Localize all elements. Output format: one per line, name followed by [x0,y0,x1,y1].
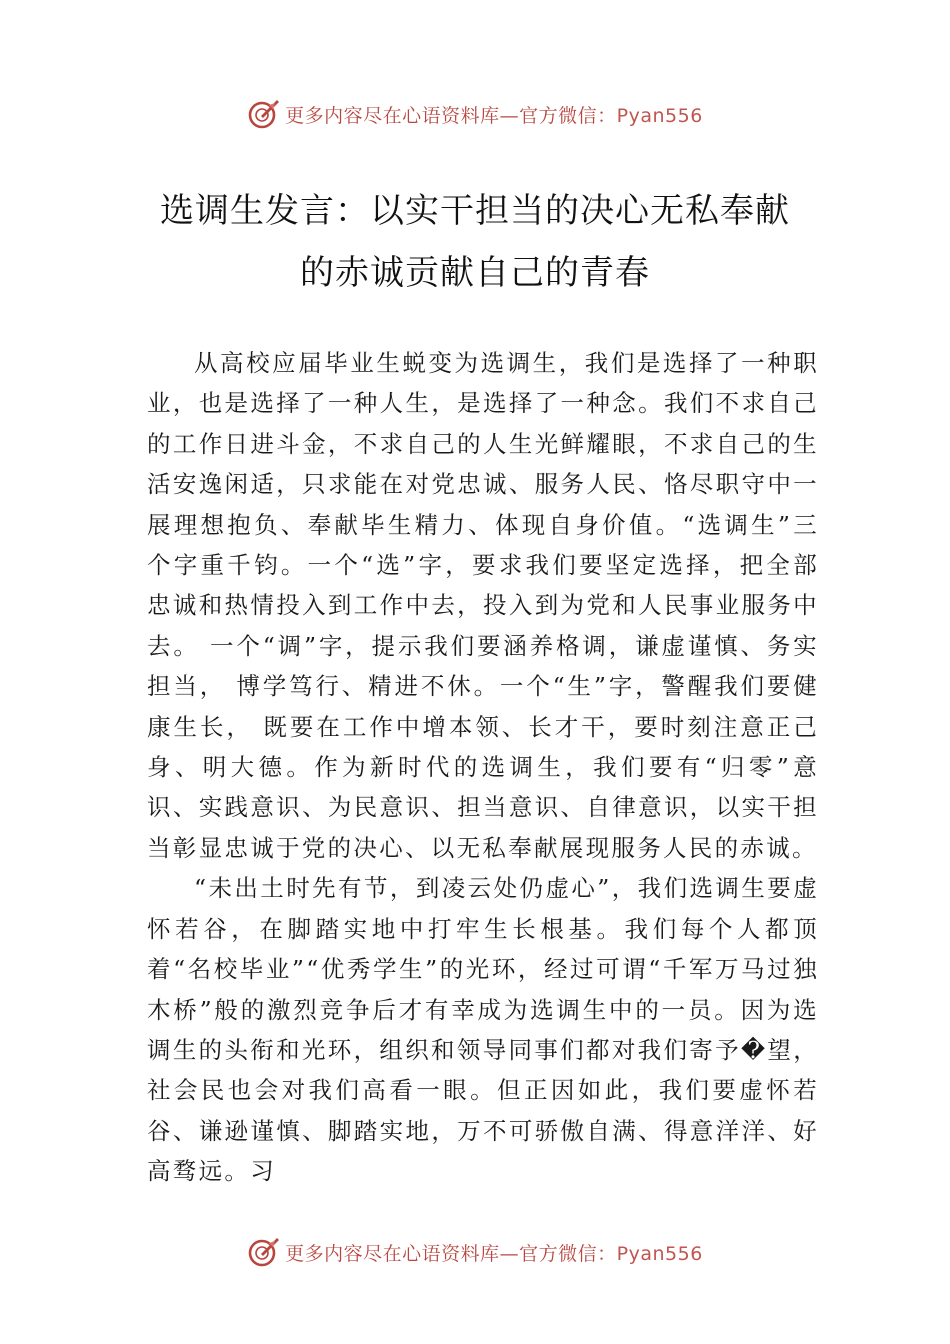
footer-banner-text [285,1239,703,1266]
document-body [147,343,819,1192]
footer-banner [0,1232,950,1272]
paragraph: 从高校应届毕业生蜕变为选调生，我们是选择了一种职业，也是选择了一种人生，是选择了一种念。我们不求自己的工作日进斗金，不求自己的人生光鲜耀眼，不求自己的生活安逸闲适，只求能在对党忠诚、服务人民、恪尽职守中一展理想抱负、奉献毕生精力、体现自身价值。“选调生”三个字重千钧。一个“选”字，要求我们要坚定选择，把全部忠诚和热情投入到工作中去，投入到为党和人民事业服务中去。 一个“调”字，提示我们要涵养格调，谦虚谨慎、务实担当， 博学笃行、精进不休。一个“生”字，警醒我们要健康生长， 既要在工作中增本领、长才干，要时刻注意正己身、明大德。作为新时代的选调生，我们要有“归零”意识、实践意识、为民意识、担当意识、自律意识，以实干担当彰显忠诚于党的决心、以无私奉献展现服务人民的赤诚。 [147,349,819,862]
footer-wechat-id: Pyan556 [616,1242,703,1265]
header-banner [0,94,950,134]
quill-pen-logo-icon [247,97,281,131]
title-line-1: 选调生发言：以实干担当的决心无私奉献 [160,191,790,231]
quill-pen-logo-icon [247,1235,281,1269]
paragraph: “未出土时先有节，到凌云处仍虚心”，我们选调生要虚怀若谷，在脚踏实地中打牢生长根基。我们每个人都顶着“名校毕业”“优秀学生”的光环，经过可谓“千军万马过独木桥”般的激烈竞争后才有幸成为选调生中的一员。因为选调生的头衔和光环，组织和领导同事们都对我们寄予�望，社会民也会对我们高看一眼。但正因如此，我们要虚怀若谷、谦逊谨慎、脚踏实地，万不可骄傲自满、得意洋洋、好高骛远。习 [147,874,819,1186]
document-title [100,180,850,304]
title-line-2: 的赤诚贡献自己的青春 [300,253,650,293]
header-banner-text [285,101,703,128]
header-wechat-id: Pyan556 [616,104,703,127]
header-banner-label: 更多内容尽在心语资料库—官方微信： [285,104,617,127]
footer-banner-label: 更多内容尽在心语资料库—官方微信： [285,1242,617,1265]
